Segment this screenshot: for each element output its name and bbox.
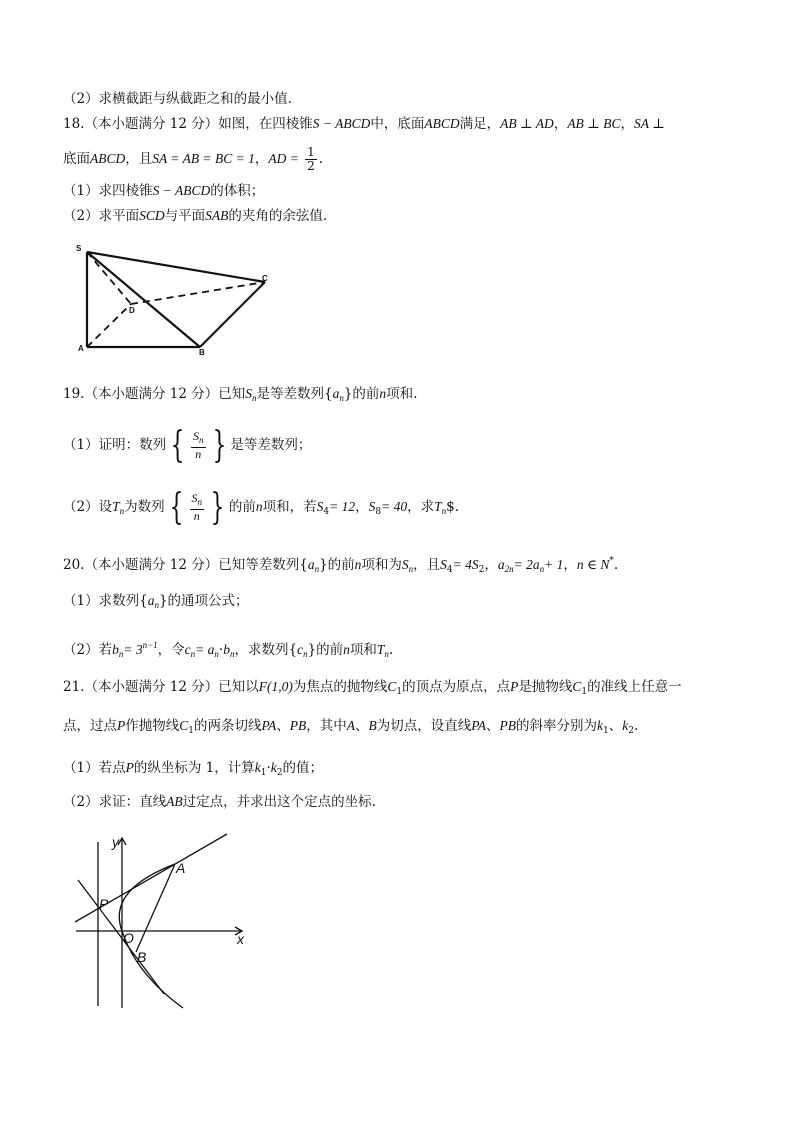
sym-b: b	[112, 642, 119, 657]
q19-text: 的前	[228, 499, 256, 515]
q19-text: 的前	[352, 386, 380, 402]
edge-SC	[87, 252, 265, 282]
sub-n: n	[118, 649, 124, 659]
q19-head: 19.（本小题满分 12 分）已知	[63, 386, 246, 402]
sub-n: n	[314, 564, 320, 574]
sym-S: S	[440, 557, 447, 572]
label-S: S	[76, 244, 82, 253]
q20-head: 20.（本小题满分 12 分）已知等差数列	[63, 557, 300, 573]
q18-sep: ，	[553, 116, 568, 132]
q18-part2	[63, 206, 327, 226]
q20-text: 项和为	[361, 557, 402, 573]
q21-text: 的顶点为原点，点	[402, 679, 511, 695]
q21-text: （2）求证：直线	[63, 794, 167, 810]
sep: ，	[484, 557, 498, 573]
q18-text: 与平面	[164, 208, 206, 224]
q21-part2	[63, 792, 376, 812]
dot: ·	[218, 642, 224, 658]
q18-eq: SA = AB = BC = 1	[152, 151, 255, 166]
q17-part2: （2）求横截距与纵截距之和的最小值.	[63, 91, 292, 107]
sub-2: 2	[276, 768, 283, 778]
label-A: A	[78, 344, 84, 353]
exponent: n−1	[142, 640, 158, 650]
sym-P: P	[125, 760, 134, 775]
sym-k: k	[597, 718, 604, 733]
q18-text: （2）求平面	[63, 208, 140, 224]
sub-n: n	[154, 600, 159, 610]
sym-C: C	[179, 718, 189, 733]
sym-C: C	[387, 679, 397, 694]
sub-1: 1	[396, 687, 403, 697]
q18-plane: SAB	[205, 208, 229, 223]
coord: (1,0)	[266, 679, 293, 694]
sub-n: n	[119, 506, 125, 516]
eq: = 2a	[513, 557, 540, 572]
plus-one: + 1	[544, 557, 564, 572]
q20-text: （1）求数列	[63, 593, 140, 609]
q21-text: 过定点，并求出这个定点的坐标.	[182, 794, 376, 810]
edge-AD	[87, 304, 131, 347]
eq-40: = 40	[381, 499, 408, 514]
q18-base: ABCD	[424, 116, 460, 131]
sub-1: 1	[603, 726, 609, 736]
sym-n: n	[379, 386, 387, 401]
edge-SD	[87, 252, 131, 304]
q20-part1: （1）求数列$\{a_n\}$的通项公式；	[63, 593, 249, 610]
q18-end: .	[318, 151, 324, 167]
sub-2n: 2n	[504, 564, 514, 574]
sym-n: n	[195, 447, 202, 461]
label-A: A	[176, 860, 186, 876]
q18-text: 的体积；	[210, 183, 265, 199]
q18-text: 满足，	[459, 116, 501, 132]
sub-2: 2	[478, 565, 485, 575]
dot: ·	[266, 760, 271, 776]
q18-head: 18.（本小题满分 12 分）如图，在四棱锥	[63, 116, 313, 132]
end: .	[613, 557, 619, 573]
q21-part1	[63, 758, 323, 783]
q20-text: ，令	[157, 642, 185, 658]
eq-12: = 12	[329, 499, 356, 514]
sub-n: n	[229, 649, 235, 659]
sub-n: n	[441, 506, 447, 516]
sub-8: 8	[375, 507, 382, 517]
sym-a: a	[497, 557, 505, 572]
q19-part2	[63, 486, 460, 530]
sep: 、	[486, 718, 500, 734]
sym-a: a	[147, 593, 155, 608]
sym-k: k	[270, 760, 277, 775]
q21-stem-line1	[63, 677, 682, 702]
end: .	[388, 642, 394, 658]
star: *	[609, 556, 614, 566]
q18-cond3: SA ⊥	[634, 116, 665, 131]
seq-Sn-over-n: { $\frac{S_n}{n}$ }	[170, 424, 226, 466]
label-P: P	[99, 896, 109, 912]
q19-text: 项和.	[386, 386, 418, 402]
sym-B: B	[368, 718, 377, 733]
sym-n: n	[354, 557, 362, 572]
q18-sep: ，	[620, 116, 635, 132]
frac-num: 1	[307, 145, 315, 159]
sym-C: C	[572, 679, 582, 694]
q21-text: 是抛物线	[518, 679, 573, 695]
sym-S: S	[316, 499, 324, 514]
q21-text: 的准线上任意一	[587, 679, 682, 695]
end: .	[634, 718, 639, 734]
q19-text: 为数列	[124, 499, 165, 515]
label-x: x	[237, 931, 244, 947]
sym-k: k	[254, 760, 261, 775]
q18-part1	[63, 181, 264, 201]
q21-text: 的值；	[282, 760, 323, 776]
sym-n: n	[343, 642, 350, 657]
q18-text: 底面	[63, 151, 90, 167]
q20-text: ，且	[413, 557, 441, 573]
sym-T: T	[376, 642, 385, 657]
sym-S: S	[368, 499, 376, 514]
q19-part1	[63, 424, 312, 466]
pyramid-figure	[74, 243, 279, 358]
q21-stem-line2	[63, 716, 638, 741]
n-in-N: n ∈ N	[576, 557, 610, 572]
sub-n: n	[303, 649, 308, 659]
sym-PA: PA	[261, 718, 277, 733]
q19-text: ，求	[407, 499, 435, 515]
sym-F: F	[258, 679, 267, 694]
q18-ad: AD =	[268, 151, 299, 166]
label-C: C	[262, 274, 268, 283]
sym-S: S	[191, 491, 198, 505]
sym-b: b	[223, 642, 230, 657]
q21-text: （1）若点	[63, 760, 126, 776]
sym-n: n	[193, 509, 200, 523]
q19-text: （1）证明：数列	[63, 437, 167, 453]
eq: = 4S	[452, 557, 479, 572]
q18-fraction	[305, 146, 317, 173]
sym-S: S	[245, 386, 252, 401]
q19-text: 是等差数列	[256, 386, 324, 402]
sym-PA: PA	[471, 718, 487, 733]
q18-stem-line2	[63, 146, 323, 173]
q21-text: 点，过点	[63, 718, 117, 734]
q19-text: （2）设	[63, 499, 113, 515]
sym-n: n	[255, 499, 263, 514]
sub-n: n	[384, 649, 389, 659]
chord-AB	[136, 864, 175, 952]
sym-c: c	[184, 642, 191, 657]
q21-text: 为焦点的抛物线	[292, 679, 388, 695]
seq-Sn-over-n: { $\frac{S_n}{n}$ }	[169, 486, 225, 528]
sym-a: a	[307, 557, 315, 572]
sub-n: n	[339, 393, 344, 403]
sub-n: n	[214, 649, 219, 659]
q20-text: 的前	[316, 642, 344, 658]
sub-n: n	[408, 564, 414, 574]
q18-cond2: AB ⊥ BC	[567, 116, 621, 131]
sub-n: n	[539, 564, 545, 574]
sep: 、	[276, 718, 290, 734]
q18-stem-line1	[63, 114, 665, 134]
frac-den: 2	[307, 159, 315, 173]
sym-P: P	[510, 679, 519, 694]
tangent-PB	[78, 880, 164, 994]
sym-PB: PB	[499, 718, 517, 733]
sep: 、	[608, 718, 623, 734]
sym-T: T	[112, 499, 120, 514]
eq: = a	[195, 642, 215, 657]
q18-text: ，且	[125, 151, 153, 167]
q19-dollar: $.	[446, 499, 460, 515]
label-B: B	[199, 348, 205, 357]
q21-text: 的两条切线	[194, 718, 262, 734]
q20-text: （2）若	[63, 642, 113, 658]
sym-T: T	[434, 499, 442, 514]
q21-text: 的纵坐标为 1，计算	[133, 760, 255, 776]
q20-stem: 20.（本小题满分 12 分）已知等差数列$\{a_n\}$的前n项和为$S_n$，且$S_4= 4S_2$，$a_{2n}= 2a_n+ 1$，n ∈ N*.	[63, 556, 619, 575]
sub-1: 1	[188, 726, 194, 736]
sub-n: n	[199, 435, 204, 445]
q21-text: 的斜率分别为	[516, 718, 598, 734]
q19-stem: 19.（本小题满分 12 分）已知$S_n$是等差数列$\{a_n\}$的前n项和.	[63, 386, 418, 403]
sub-2: 2	[628, 726, 634, 736]
q20-part2: （2）若$b_n= 3^{n-1}$，令$c_n= a_n\cdot b_n$，求数列$\{c_n\}$的前n项和$T_n$.	[63, 640, 394, 659]
q21-text: 为切点，设直线	[376, 718, 472, 734]
q18-pyramid: S − ABCD	[152, 183, 211, 198]
q18-text: 中，底面	[370, 116, 425, 132]
q19-text: 是等差数列；	[230, 437, 312, 453]
label-y: y	[112, 834, 119, 850]
q20-text: ，求数列	[234, 642, 289, 658]
sub-1: 1	[581, 687, 588, 697]
sep: 、	[355, 718, 369, 734]
label-D: D	[129, 306, 135, 315]
sub-n: n	[197, 497, 203, 507]
q20-text: 的通项公式；	[167, 593, 249, 609]
parabola-figure	[70, 828, 255, 1013]
sym-S: S	[193, 429, 199, 443]
q21-text: ，其中	[306, 718, 347, 734]
sym-AB: AB	[166, 794, 183, 809]
q18-sep: ，	[254, 151, 269, 167]
q18-plane: SCD	[139, 208, 165, 223]
q19-text: 项和，若	[262, 499, 317, 515]
q18-text: 的夹角的余弦值.	[228, 208, 328, 224]
q18-text: （1）求四棱锥	[63, 183, 153, 199]
sub-4: 4	[323, 507, 330, 517]
q21-text: 作抛物线	[125, 718, 180, 734]
label-O: O	[123, 930, 134, 946]
sub-1: 1	[260, 768, 267, 778]
q18-base: ABCD	[90, 151, 126, 166]
sym-PB: PB	[289, 718, 307, 733]
sub-n: n	[190, 649, 196, 659]
eq: = 3	[123, 642, 143, 657]
label-B: B	[137, 949, 147, 965]
q20-text: 项和	[349, 642, 377, 658]
edge-SB	[87, 252, 200, 347]
q20-text: 的前	[327, 557, 355, 573]
q18-cond1: AB ⊥ AD	[500, 116, 554, 131]
sym-S: S	[401, 557, 409, 572]
sub-4: 4	[446, 565, 453, 575]
sep: ，	[355, 499, 369, 515]
sym-A: A	[346, 718, 356, 733]
q21-head: 21.（本小题满分 12 分）已知以	[63, 679, 259, 695]
sub-n: n	[251, 393, 257, 403]
sym-c: c	[297, 642, 304, 657]
sym-a: a	[332, 386, 340, 401]
sym-k: k	[622, 718, 629, 733]
edge-BC	[200, 282, 265, 347]
sep: ，	[563, 557, 577, 573]
q18-pyramid: S − ABCD	[312, 116, 371, 131]
sym-P: P	[117, 718, 126, 733]
